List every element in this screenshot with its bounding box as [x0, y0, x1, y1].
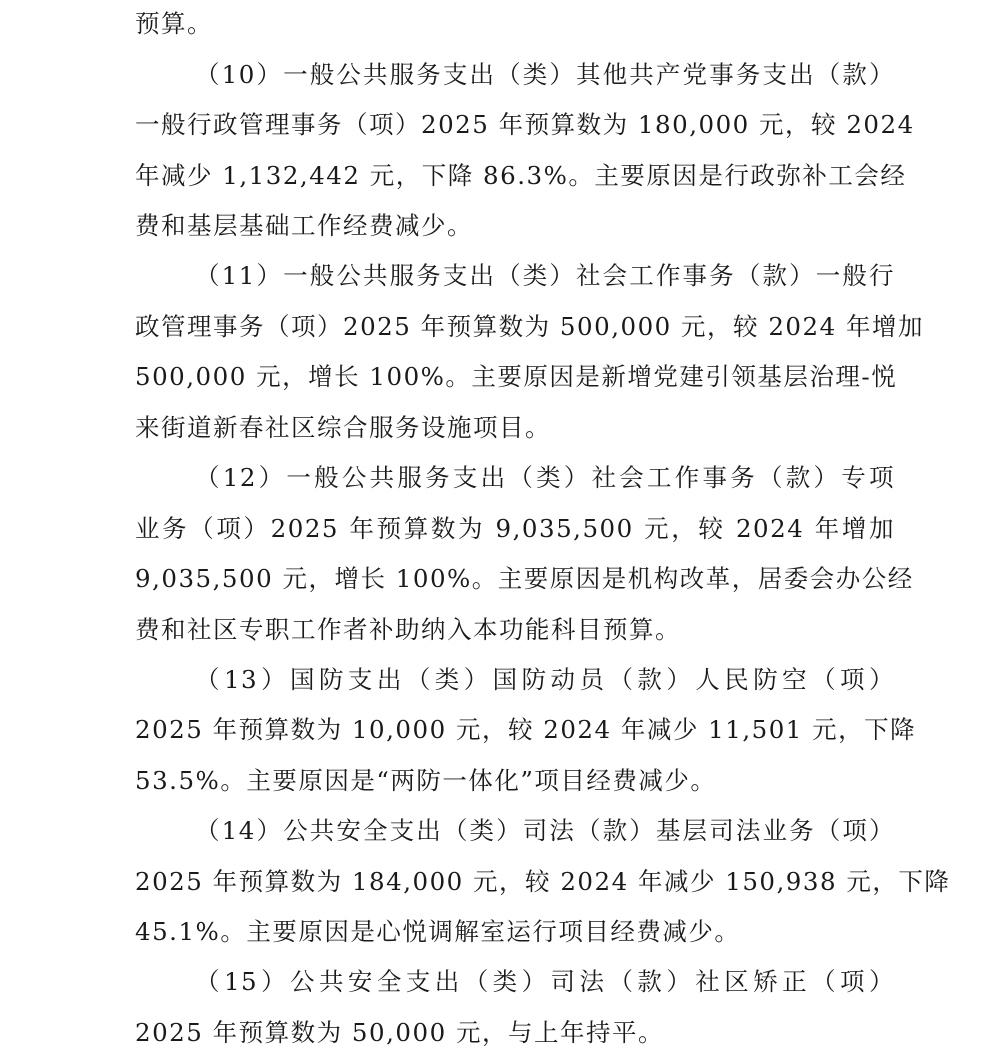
paragraph-13-line: 53.5%。主要原因是“两防一体化”项目经费减少。 [135, 766, 717, 795]
paragraph-10-line: （10）一般公共服务支出（类）其他共产党事务支出（款） [195, 60, 895, 89]
paragraph-11-line: 政管理事务（项）2025 年预算数为 500,000 元，较 2024 年增加 [135, 312, 924, 341]
paragraph-15-line: （15）公共安全支出（类）司法（款）社区矫正（项） [195, 967, 895, 996]
paragraph-13-line: 2025 年预算数为 10,000 元，较 2024 年减少 11,501 元，下降 [135, 715, 917, 744]
paragraph-10-line: 一般行政管理事务（项）2025 年预算数为 180,000 元，较 2024 [135, 110, 915, 139]
text-line: 预算。 [135, 9, 213, 38]
paragraph-11-line: 来街道新春社区综合服务设施项目。 [135, 413, 551, 442]
paragraph-11-line: （11）一般公共服务支出（类）社会工作事务（款）一般行 [195, 261, 895, 290]
paragraph-11-line: 500,000 元，增长 100%。主要原因是新增党建引领基层治理-悦 [135, 362, 898, 391]
paragraph-14-line: 45.1%。主要原因是心悦调解室运行项目经费减少。 [135, 917, 741, 946]
paragraph-12-line: 费和社区专职工作者补助纳入本功能科目预算。 [135, 615, 681, 644]
paragraph-12-line: （12）一般公共服务支出（类）社会工作事务（款）专项 [195, 463, 895, 492]
paragraph-13-line: （13）国防支出（类）国防动员（款）人民防空（项） [195, 665, 895, 694]
paragraph-14-line: 2025 年预算数为 184,000 元，较 2024 年减少 150,938 元，下降 [135, 867, 951, 896]
paragraph-12-line: 9,035,500 元，增长 100%。主要原因是机构改革，居委会办公经 [135, 564, 914, 593]
paragraph-15-line: 2025 年预算数为 50,000 元，与上年持平。 [135, 1018, 664, 1047]
paragraph-12-line: 业务（项）2025 年预算数为 9,035,500 元，较 2024 年增加 [135, 514, 895, 543]
paragraph-10-line: 费和基层基础工作经费减少。 [135, 211, 473, 240]
paragraph-14-line: （14）公共安全支出（类）司法（款）基层司法业务（项） [195, 816, 895, 845]
paragraph-10-line: 年减少 1,132,442 元，下降 86.3%。主要原因是行政弥补工会经 [135, 161, 907, 190]
